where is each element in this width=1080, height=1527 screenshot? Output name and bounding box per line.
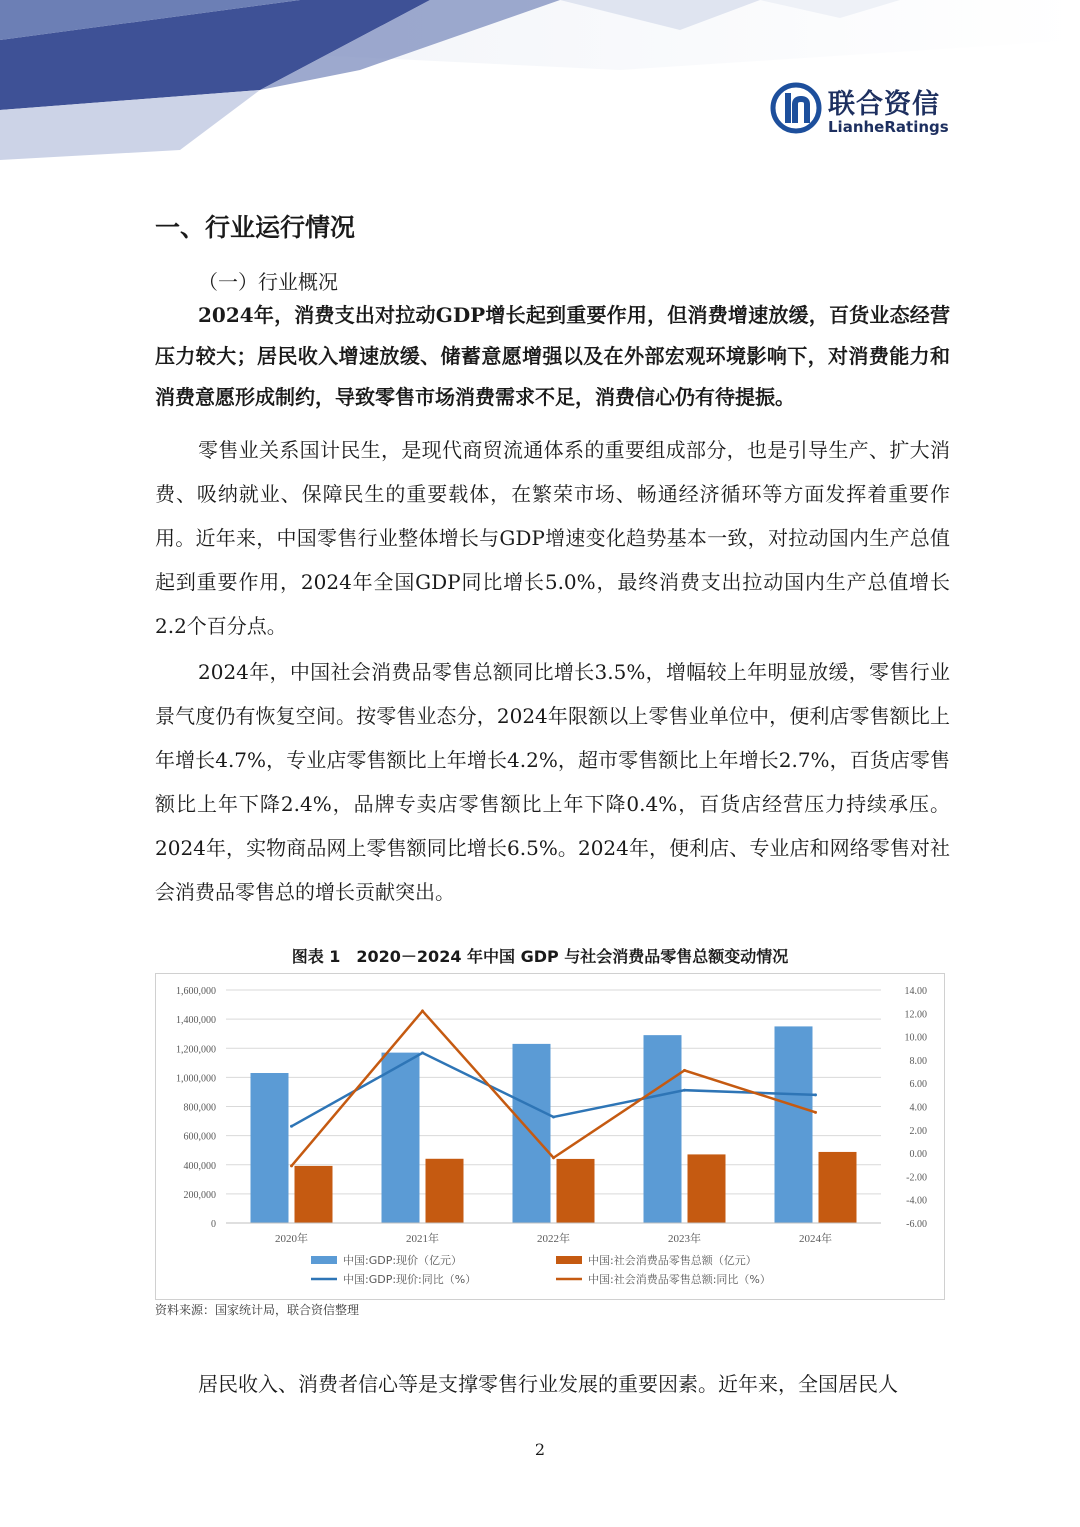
subsection-title: （一）行业概况	[198, 270, 338, 294]
gdp-bar	[775, 1026, 813, 1223]
gdp-bar	[382, 1053, 420, 1223]
body-paragraph-1: 零售业关系国计民生，是现代商贸流通体系的重要组成部分，也是引导生产、扩大消费、吸纳就业、保障民生的重要载体，在繁荣市场、畅通经济循环等方面发挥着重要作用。近年来，中国零售行业整体增长与GDP增速变化趋势基本一致，对拉动国内生产总值起到重要作用，2024年全国GDP同比增长5.0%，最终消费支出拉动国内生产总值增长2.2个百分点。	[155, 438, 950, 638]
logo-english-name: LianheRatings	[828, 118, 949, 136]
legend-swatch	[556, 1256, 582, 1264]
x-tick-label: 2021年	[406, 1233, 439, 1245]
left-tick-label: 200,000	[183, 1189, 216, 1201]
x-tick-label: 2020年	[275, 1233, 308, 1245]
chart-source: 资料来源：国家统计局，联合资信整理	[155, 1303, 360, 1317]
gdp-yoy-point	[552, 1115, 555, 1118]
gdp-bar	[644, 1035, 682, 1223]
x-tick-label: 2024年	[799, 1233, 832, 1245]
right-tick-label: -4.00	[906, 1195, 927, 1207]
left-tick-label: 1,600,000	[176, 986, 216, 997]
right-tick-label: 6.00	[909, 1079, 927, 1091]
x-tick-label: 2023年	[668, 1233, 701, 1245]
left-tick-label: 1,200,000	[176, 1044, 216, 1056]
retail-yoy-line	[292, 1011, 816, 1166]
body-paragraph-2: 2024年，中国社会消费品零售总额同比增长3.5%，增幅较上年明显放缓，零售行业景气度仍有恢复空间。按零售业态分，2024年限额以上零售业单位中，便利店零售额比上年增长4.7%，专业店零售额比上年增长4.2%，超市零售额比上年增长2.7%，百货店零售额比上年下降2.4%，品牌专卖店零售额比上年下降0.4%，百货店经营压力持续承压。2024年，实物商品网上零售额同比增长6.5%。2024年，便利店、专业店和网络零售对社会消费品零售总的增长贡献突出。	[155, 660, 950, 904]
body-paragraph-3: 居民收入、消费者信心等是支撑零售行业发展的重要因素。近年来，全国居民人	[198, 1372, 898, 1396]
right-tick-label: -2.00	[906, 1172, 927, 1184]
right-tick-label: 14.00	[904, 986, 927, 997]
legend-label: 中国:GDP:现价:同比（%）	[343, 1273, 477, 1286]
left-tick-label: 1,400,000	[176, 1015, 216, 1027]
x-tick-label: 2022年	[537, 1233, 570, 1245]
left-tick-label: 400,000	[183, 1160, 216, 1172]
right-tick-label: 4.00	[909, 1102, 927, 1114]
gdp-retail-chart	[156, 974, 944, 1299]
left-tick-label: 800,000	[183, 1102, 216, 1114]
brand-logo	[770, 80, 970, 140]
retail-yoy-point	[421, 1009, 424, 1012]
left-tick-label: 1,000,000	[176, 1073, 216, 1085]
section-title: 一、行业运行情况	[155, 213, 356, 242]
legend-label: 中国:GDP:现价（亿元）	[343, 1254, 463, 1267]
right-tick-label: 2.00	[909, 1125, 927, 1137]
right-tick-label: 12.00	[904, 1009, 927, 1021]
retail-bar	[295, 1166, 333, 1223]
gdp-yoy-point	[683, 1089, 686, 1092]
right-tick-label: 8.00	[909, 1055, 927, 1067]
left-tick-label: 600,000	[183, 1131, 216, 1143]
gdp-yoy-line	[292, 1053, 816, 1126]
right-tick-label: -6.00	[906, 1219, 927, 1230]
page-number: 2	[534, 1440, 546, 1459]
gdp-yoy-point	[421, 1051, 424, 1054]
gdp-yoy-point	[290, 1125, 293, 1128]
gdp-yoy-point	[814, 1093, 817, 1096]
gdp-bar	[251, 1073, 289, 1223]
left-tick-label: 0	[211, 1219, 216, 1230]
retail-yoy-point	[290, 1164, 293, 1167]
retail-yoy-point	[683, 1069, 686, 1072]
retail-bar	[426, 1159, 464, 1223]
summary-paragraph: 2024年，消费支出对拉动GDP增长起到重要作用，但消费增速放缓，百货业态经营压力较大；居民收入增速放缓、储蓄意愿增强以及在外部宏观环境影响下，对消费能力和消费意愿形成制约，导致零售市场消费需求不足，消费信心仍有待提振。	[155, 303, 950, 409]
right-tick-label: 0.00	[909, 1149, 927, 1161]
chart-container	[155, 973, 945, 1300]
chart-title: 图表 1 2020－2024 年中国 GDP 与社会消费品零售总额变动情况	[291, 947, 789, 966]
legend-label: 中国:社会消费品零售总额:同比（%）	[588, 1273, 771, 1286]
legend-label: 中国:社会消费品零售总额（亿元）	[588, 1254, 757, 1267]
logo-chinese-name: 联合资信	[828, 89, 940, 120]
retail-yoy-point	[552, 1156, 555, 1159]
retail-bar	[819, 1152, 857, 1223]
retail-bar	[557, 1159, 595, 1223]
right-tick-label: 10.00	[904, 1032, 927, 1044]
legend-swatch	[311, 1256, 337, 1264]
retail-yoy-point	[814, 1111, 817, 1114]
lianhe-logo-icon	[770, 82, 822, 134]
retail-bar	[688, 1154, 726, 1223]
